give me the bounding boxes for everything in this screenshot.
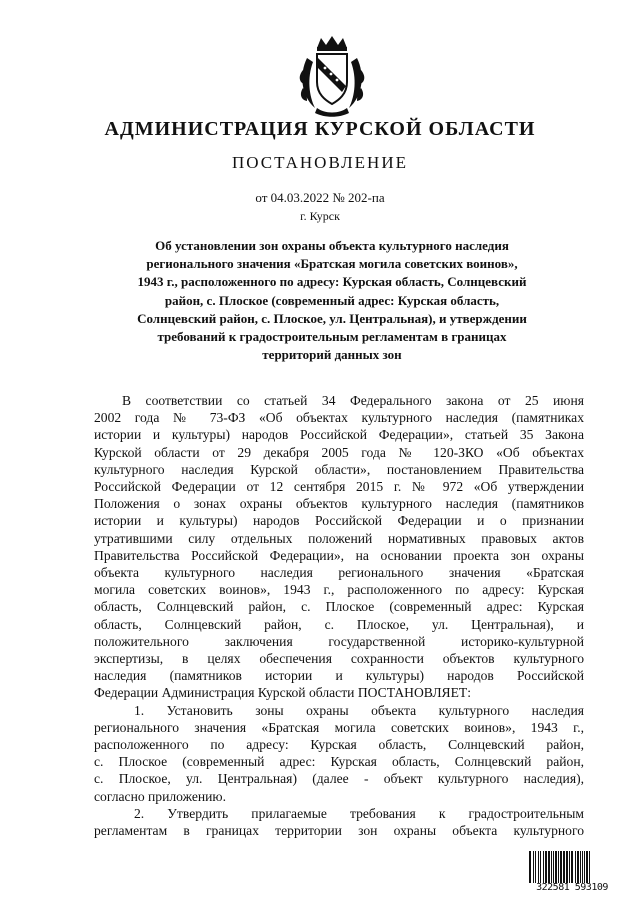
body-line: регламентам в границах территории зон охраны объекта культурного: [94, 823, 584, 839]
heading-line: территорий данных зон: [262, 347, 402, 363]
barcode-bar: [560, 851, 562, 883]
barcode-bar: [584, 851, 585, 883]
barcode-bar: [586, 851, 588, 883]
body-line: Курской области от 29 декабря 2005 года № 120-ЗКО «Об объектах: [94, 444, 584, 460]
barcode-bar: [535, 851, 536, 883]
barcode-bar: [555, 851, 557, 883]
coat-of-arms-icon: [297, 34, 367, 118]
body-line: с. Плоское, ул. Центральная) (далее - объект культурного наследия),: [94, 771, 584, 787]
barcode-bar: [543, 851, 544, 883]
body-line: объекта культурного наследия регионального значения «Братская: [94, 565, 584, 581]
body-line: согласно приложению.: [94, 788, 226, 804]
barcode-bar: [571, 851, 573, 883]
barcode-bar: [569, 851, 570, 883]
body-line: 2002 года № 73-ФЗ «Об объектах культурного наследия (памятниках: [94, 410, 584, 426]
body-line: Положения о зонах охраны объектов культурного наследия (памятников: [94, 496, 584, 512]
barcode-bar: [540, 851, 541, 883]
document-body: [94, 392, 584, 839]
barcode-bar: [566, 851, 568, 883]
barcode-bar: [545, 851, 547, 883]
barcode-bar: [580, 851, 581, 883]
heading-line: требований к градостроительным регламентам в границах: [157, 329, 507, 345]
barcode-bar: [558, 851, 559, 883]
barcode-bar: [553, 851, 554, 883]
barcode-bar: [563, 851, 565, 883]
heading-line: район, с. Плоское (современный адрес: Курская область,: [164, 292, 500, 308]
body-line: регионального значения «Братская могила советских воинов», 1943 г.,: [94, 719, 584, 735]
body-line: утратившими силу отдельных положений нормативных правовых актов: [94, 530, 584, 546]
body-line: Российской Федерации от 12 сентября 2015 г. № 972 «Об утверждении: [94, 479, 584, 495]
body-line: 1. Установить зоны охраны объекта культурного наследия: [134, 702, 584, 718]
body-line: 2. Утвердить прилагаемые требования к градостроительным: [134, 805, 584, 821]
body-line: В соответствии со статьей 34 Федерального закона от 25 июня: [122, 393, 584, 408]
barcode-bars: [528, 851, 616, 883]
heading-line: Об установлении зон охраны объекта культурного наследия: [155, 238, 509, 253]
barcode-bar: [529, 851, 531, 883]
body-line: область, Солнцевский район, с. Плоское, ул. Центральная), и: [94, 616, 584, 632]
body-line: истории и культуры) народов Российской Федерации и о признании: [94, 513, 584, 529]
body-line: расположенного по адресу: Курская область, Солнцевский район,: [94, 737, 584, 753]
document-heading: [100, 237, 564, 364]
barcode-bar: [538, 851, 539, 883]
body-line: с. Плоское (современный адрес: Курская область, Солнцевский район,: [94, 754, 584, 770]
barcode-bar: [577, 851, 579, 883]
body-line: наследия (памятников истории и культуры) народов Российской: [94, 668, 584, 684]
barcode-bar: [551, 851, 552, 883]
heading-line: 1943 г., расположенного по адресу: Курская область, Солнцевский: [137, 274, 527, 290]
barcode: [528, 851, 616, 895]
heading-line: Солнцевский район, с. Плоское, ул. Центральная), и утверждении: [137, 310, 527, 326]
barcode-bar: [533, 851, 534, 883]
document-type: ПОСТАНОВЛЕНИЕ: [231, 153, 408, 172]
body-line: культурного наследия Курской области», постановлением Правительства: [94, 461, 584, 477]
body-line: Правительства Российской Федерации», на основании проекта зон охраны: [94, 547, 584, 563]
body-line: могила советских воинов», 1943 г., расположенного по адресу: Курская: [94, 582, 584, 598]
body-line: положительного заключения государственной историко-культурной: [94, 633, 584, 649]
barcode-bar: [582, 851, 583, 883]
body-line: Федерации Администрация Курской области ПОСТАНОВЛЯЕТ:: [94, 685, 471, 701]
barcode-bar: [548, 851, 550, 883]
body-line: область, Солнцевский район, с. Плоское (современный адрес: Курская: [94, 599, 584, 615]
organization-title: АДМИНИСТРАЦИЯ КУРСКОЙ ОБЛАСТИ: [104, 118, 536, 140]
barcode-bar: [589, 851, 590, 883]
document-date-number: от 04.03.2022 № 202-па: [255, 190, 385, 205]
document-city: г. Курск: [300, 209, 340, 223]
heading-line: регионального значения «Братская могила советских воинов»,: [146, 256, 518, 272]
body-line: экспертизы, в целях обеспечения сохранности объектов культурного: [94, 651, 584, 667]
barcode-number: 322581 593109: [536, 882, 608, 893]
body-line: истории и культуры) народов Российской Федерации», статьей 35 Закона: [94, 427, 584, 443]
barcode-bar: [575, 851, 576, 883]
